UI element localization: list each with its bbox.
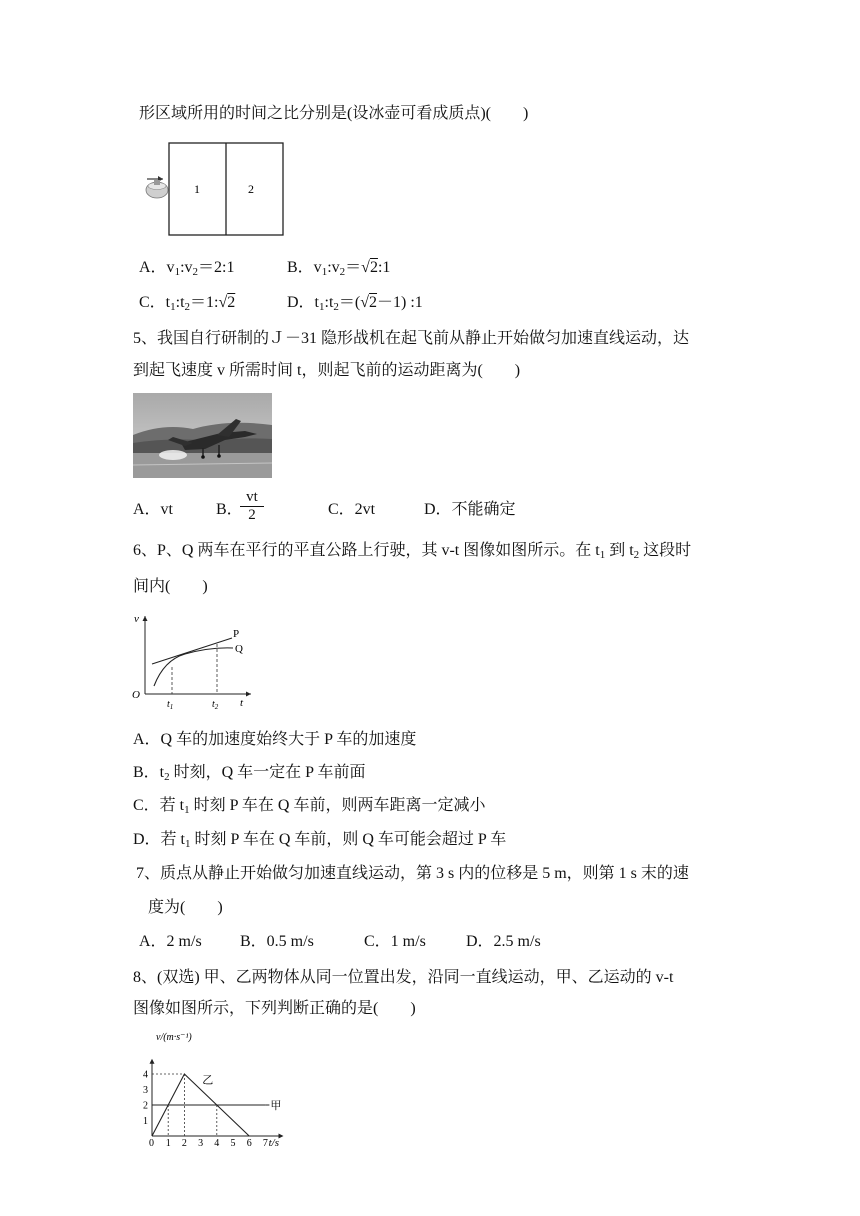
series-label-yi: 乙 bbox=[202, 1074, 214, 1087]
q7-option-c[interactable]: C．1 m/s bbox=[364, 933, 426, 950]
q6-option-d[interactable]: D．若 $t_1$ 时刻 P 车在 Q 车前，则 Q 车可能会超过 P 车 bbox=[133, 831, 507, 850]
p-curve bbox=[152, 638, 232, 664]
q6-option-c[interactable]: C．若 $t_1$ 时刻 P 车在 Q 车前，则两车距离一定减小 bbox=[133, 797, 486, 816]
q-label: Q bbox=[235, 643, 243, 655]
q5-line2: 到起飞速度 v 所需时间 t，则起飞前的运动距离为( ) bbox=[133, 362, 521, 379]
q5-line1: 5、我国自行研制的Ｊ－31 隐形战机在起飞前从静止开始做匀加速直线运动，达 bbox=[133, 330, 690, 347]
q7-line2: 度为( ) bbox=[148, 899, 223, 916]
curling-stone-icon bbox=[146, 176, 168, 198]
q6-line2: 间内( ) bbox=[133, 578, 208, 595]
q5-option-b-label: B． bbox=[216, 501, 243, 518]
t2-label: $t_2$ bbox=[212, 699, 219, 710]
q-curve bbox=[154, 648, 233, 686]
y-axis-label: v bbox=[134, 613, 139, 625]
y-axis-label: v/(m·s⁻¹) bbox=[156, 1032, 192, 1043]
x-tick-label: 2 bbox=[181, 1138, 187, 1149]
region-2-label: 2 bbox=[248, 182, 254, 196]
q4-option-d[interactable]: D．$t_1:t_2=(√2-1)$ :1 bbox=[287, 294, 423, 313]
fraction-denominator: 2 bbox=[248, 507, 256, 523]
y-tick-label: 3 bbox=[143, 1085, 148, 1096]
q4-figure bbox=[140, 140, 290, 240]
q5-option-d[interactable]: D．不能确定 bbox=[424, 501, 516, 518]
fighter-jet-photo bbox=[133, 393, 272, 478]
origin-label: O bbox=[132, 689, 140, 701]
y-tick-label: 1 bbox=[143, 1116, 148, 1127]
q8-line1: 8、(双选) 甲、乙两物体从同一位置出发，沿同一直线运动，甲、乙运动的 v-t bbox=[133, 969, 674, 986]
y-tick-label: 2 bbox=[143, 1100, 148, 1112]
y-tick-label: 4 bbox=[143, 1069, 148, 1081]
x-tick-label: 7 bbox=[262, 1138, 268, 1149]
y-axis-arrow bbox=[150, 1059, 155, 1064]
p-label: P bbox=[233, 628, 240, 640]
q4-option-a[interactable]: A．$v_1:v_2=2:1$ bbox=[139, 259, 235, 278]
x-axis-label: t/s bbox=[268, 1137, 280, 1149]
x-axis-arrow bbox=[279, 1134, 284, 1139]
q6-line1: 6、P、Q 两车在平行的平直公路上行驶，其 v-t 图像如图所示。在 $t_1$ 到 $t_2$ 这段时 bbox=[133, 542, 692, 561]
t1-label: $t_1$ bbox=[167, 699, 174, 710]
q4-option-b[interactable]: B．$v_1:v_2=√2:1$ bbox=[287, 259, 391, 278]
q8-vt-chart bbox=[140, 1030, 310, 1150]
x-tick-label: 0 bbox=[149, 1138, 154, 1149]
q5-option-a[interactable]: A．vt bbox=[133, 501, 174, 518]
x-tick-label: 3 bbox=[198, 1138, 204, 1149]
fraction-numerator: vt bbox=[240, 489, 264, 507]
q6-option-a[interactable]: A．Q 车的加速度始终大于 P 车的加速度 bbox=[133, 731, 417, 748]
q7-option-d[interactable]: D．2.5 m/s bbox=[466, 933, 541, 950]
q5-option-b-fraction bbox=[240, 489, 264, 524]
q7-option-a[interactable]: A．2 m/s bbox=[139, 933, 202, 950]
q6-option-b[interactable]: B．$t_2$ 时刻，Q 车一定在 P 车前面 bbox=[133, 764, 366, 783]
x-tick-label: 5 bbox=[230, 1138, 236, 1149]
x-tick-label: 6 bbox=[246, 1138, 252, 1149]
x-axis-label: t bbox=[240, 697, 244, 709]
q8-line2: 图像如图所示，下列判断正确的是( ) bbox=[133, 1000, 416, 1017]
x-tick-label: 1 bbox=[165, 1138, 171, 1149]
region-1-label: 1 bbox=[194, 182, 200, 196]
q7-option-b[interactable]: B．0.5 m/s bbox=[240, 933, 314, 950]
q7-line1: 7、质点从静止开始做匀加速直线运动，第 3 s 内的位移是 5 m，则第 1 s 末的速 bbox=[136, 865, 689, 882]
q4-option-c[interactable]: C．$t_1:t_2=1:√2$ bbox=[139, 294, 236, 313]
series-label-jia: 甲 bbox=[270, 1100, 282, 1112]
q5-option-c[interactable]: C．2vt bbox=[328, 501, 376, 518]
q6-vt-graph bbox=[130, 610, 255, 710]
q4-line1: 形区域所用的时间之比分别是(设冰壶可看成质点)( ) bbox=[139, 105, 529, 122]
x-tick-label: 4 bbox=[214, 1138, 220, 1149]
